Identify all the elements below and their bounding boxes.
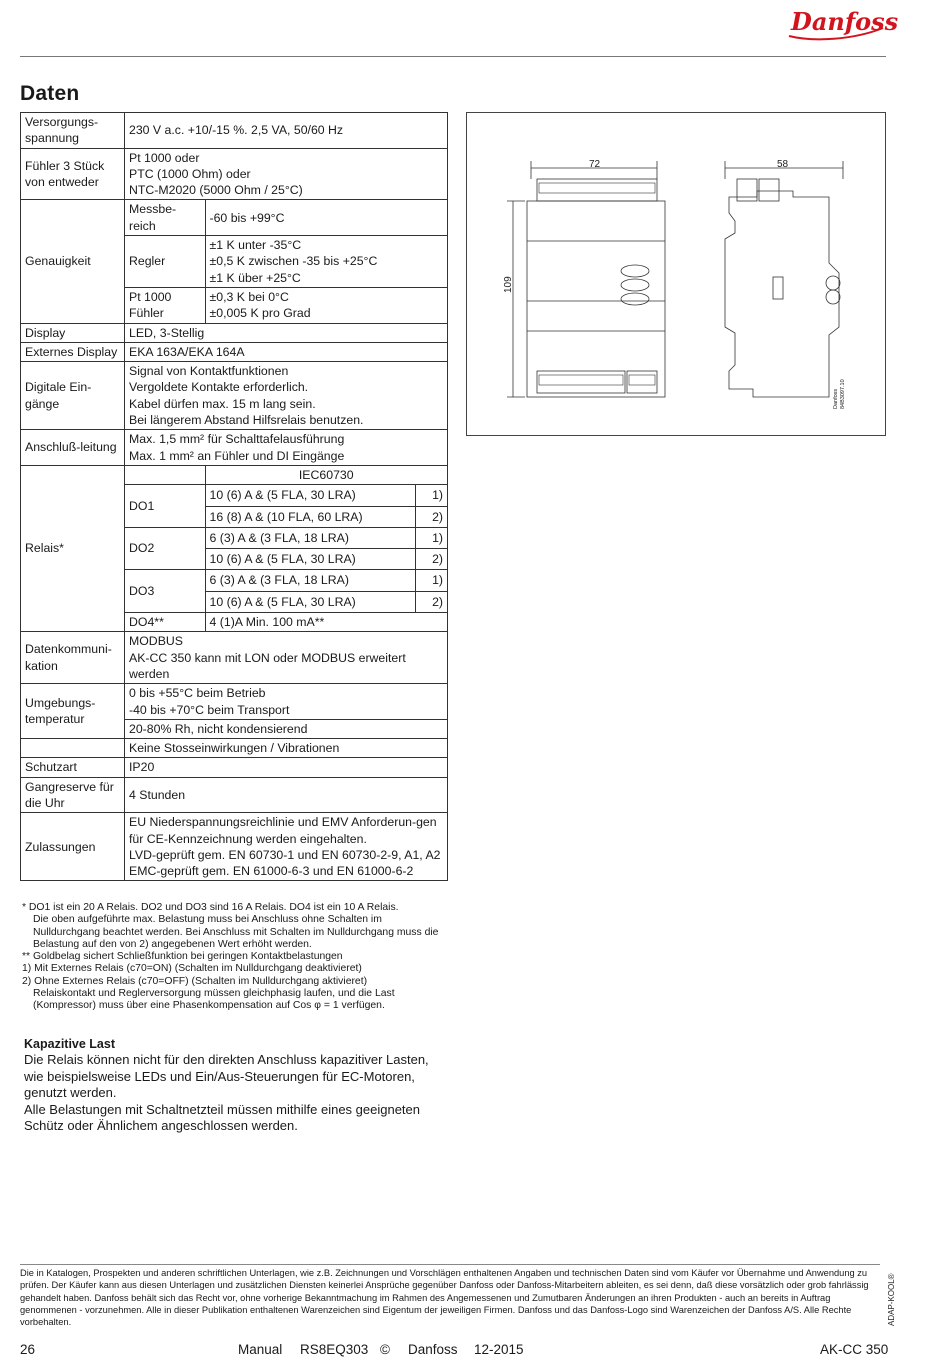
relay-rating: 6 (3) A & (3 FLA, 18 LRA) <box>209 573 349 588</box>
section-body <box>24 1052 444 1135</box>
spec-table <box>20 112 448 881</box>
blank-cell <box>21 739 125 758</box>
spec-value <box>125 430 448 466</box>
disclaimer: Die in Katalogen, Prospekten und anderen schriftlichen Unterlagen, wie z.B. Zeichnungen und Vorschlägen enthaltenen Angaben und technischen Daten sind vom Käufer vor Übernahme und Anwendung zu prüfen. Der Käufer kann aus diesen Unterlagen und zusätzlichen Diensten keinerlei Ansprüche gegenüber Danfoss oder Danfoss-Mitarbeitern ableiten, es sei denn, daß diese vorsätzlich oder grob fahrlässig gehandelt haben. Danfoss behält sich das Recht vor, ohne vorherige Bekanntmachung im Rahmen des Angemessenen und Zumutbaren Änderungen an ihren Produkten - auch an bereits in Auftrag genommenen - vorzunehmen. Alle in dieser Publikation enthaltenen Warenzeichen sind Eigentum der jeweiligen Firmen. Danfoss und das Danfoss-Logo sind Warenzeichen der Danfoss A/S. Alle Rechte vorbehalten. <box>20 1264 880 1328</box>
table-row <box>21 200 448 323</box>
relay-note-ref: 1) <box>415 570 447 591</box>
value-line: Kabel dürfen max. 15 m lang sein. <box>129 396 316 411</box>
dimension-height-label: 109 <box>503 276 514 293</box>
table-row <box>21 739 448 758</box>
value-line: EMC-geprüft gem. EN 61000-6-3 und EN 61000-6-2 <box>129 864 414 879</box>
spec-label: Fühler 3 Stück von entweder <box>21 148 125 200</box>
value-line: Signal von Kontaktfunktionen <box>129 364 289 379</box>
spec-label: Digitale Ein-gänge <box>21 362 125 430</box>
blank-cell <box>125 466 205 485</box>
spec-value <box>125 465 448 631</box>
value-line: 0 bis +55°C beim Betrieb <box>129 686 266 701</box>
value-line: ±1 K unter -35°C <box>209 238 302 253</box>
value-line: NTC-M2020 (5000 Ohm / 25°C) <box>129 183 303 198</box>
footnote: 2) Ohne Externes Relais (c70=OFF) (Schalten im Nulldurchgang aktivieret) <box>22 975 368 987</box>
footer-manual: Manual <box>238 1342 283 1357</box>
footer-code: RS8EQ303 <box>300 1342 369 1357</box>
paragraph: Alle Belastungen mit Schaltnetzteil müssen mithilfe eines geeigneten Schütz oder Ähnlichem angeschlossen werden. <box>24 1101 421 1134</box>
footer-product: AK-CC 350 <box>820 1342 889 1357</box>
relay-rating: 10 (6) A & (5 FLA, 30 LRA) <box>206 549 416 570</box>
sub-label: Messbe-reich <box>125 200 205 235</box>
footnote: ** Goldbelag sichert Schließfunktion bei geringen Kontaktbelastungen <box>22 951 343 963</box>
header-rule <box>20 56 886 57</box>
adap-kool-mark <box>876 1268 906 1328</box>
sub-value: 20-80% Rh, nicht kondensierend <box>125 719 447 738</box>
terminal-strip <box>539 183 655 385</box>
footnote: Relaiskontakt und Reglerversorgung müssen gleichphasig laufen, und die Last (Kompressor) muss über eine Phasenkompensation auf Cos φ = 1 verfügen. <box>33 988 395 1012</box>
drawing-code-1: Danfoss <box>833 388 839 409</box>
value-line: Max. 1 mm² an Fühler und DI Eingänge <box>129 448 345 463</box>
relay-rating: 10 (6) A & (5 FLA, 30 LRA) <box>209 488 356 503</box>
spec-label: Display <box>21 323 125 342</box>
table-row <box>21 777 448 813</box>
footnote: * DO1 ist ein 20 A Relais. DO2 und DO3 sind 16 A Relais. DO4 ist ein 10 A Relais. <box>22 902 399 913</box>
table-row <box>21 813 448 881</box>
spec-label: Versorgungs-spannung <box>21 113 125 149</box>
section-title: Kapazitive Last <box>24 1037 116 1051</box>
spec-label: Anschluß-leitung <box>21 430 125 466</box>
sub-value <box>125 684 447 719</box>
sub-label: Regler <box>125 236 205 288</box>
value-line: MODBUS <box>129 634 183 649</box>
value-line: LVD-geprüft gem. EN 60730-1 und EN 60730-2-9, A1, A2 <box>129 847 441 862</box>
spec-value <box>125 362 448 430</box>
footer-date: 12-2015 <box>474 1342 524 1357</box>
spec-label: Umgebungs-temperatur <box>21 684 125 739</box>
spec-value <box>125 200 448 323</box>
spec-value: 230 V a.c. +10/-15 %. 2,5 VA, 50/60 Hz <box>125 113 448 149</box>
spec-value: IP20 <box>125 758 448 777</box>
relay-ratings <box>205 485 447 528</box>
sub-value: -60 bis +99°C <box>209 210 285 225</box>
footnote: Die oben aufgeführte max. Belastung muss bei Anschluss ohne Schalten im Nulldurchgang beachtet werden. Bei Anschluss mit Schalten im Nulldurchgang muss die Belastung auf den von 2) angegebenen Wert erhöht werden. <box>33 914 439 950</box>
table-row <box>21 684 448 739</box>
value-line: Pt 1000 oder <box>129 150 200 165</box>
value-line: Max. 1,5 mm² für Schalttafelausführung <box>129 432 345 447</box>
relay-standard: IEC60730 <box>298 467 354 482</box>
spec-label: Zulassungen <box>21 813 125 881</box>
value-line: ±0,3 K bei 0°C <box>209 289 289 304</box>
value-line: ±0,5 K zwischen -35 bis +25°C <box>209 254 378 269</box>
value-line: AK-CC 350 kann mit LON oder MODBUS erweitert werden <box>129 650 406 681</box>
relay-note-ref: 2) <box>415 549 447 570</box>
table-row <box>21 342 448 361</box>
relay-rating: 4 (1)A Min. 100 mA** <box>205 613 447 632</box>
relay-rating: 10 (6) A & (5 FLA, 30 LRA) <box>206 591 416 612</box>
spec-value: EKA 163A/EKA 164A <box>125 342 448 361</box>
relay-note-ref: 2) <box>415 506 447 527</box>
dimension-depth-label: 58 <box>777 159 789 170</box>
spec-value: Keine Stosseinwirkungen / Vibrationen <box>125 739 448 758</box>
footer-copyright: © <box>380 1342 390 1357</box>
relay-rating: 16 (8) A & (10 FLA, 60 LRA) <box>206 506 416 527</box>
table-row <box>21 113 448 149</box>
spec-label: Gangreserve für die Uhr <box>21 777 125 813</box>
spec-value <box>125 148 448 200</box>
table-row <box>21 632 448 684</box>
spec-value: LED, 3-Stellig <box>125 323 448 342</box>
relay-ratings <box>205 570 447 613</box>
value-line: PTC (1000 Ohm) oder <box>129 166 251 181</box>
relay-note-ref: 1) <box>415 485 447 506</box>
spec-value: 4 Stunden <box>125 777 448 813</box>
sub-label: Pt 1000 Fühler <box>125 287 205 322</box>
page-title: Daten <box>20 82 80 105</box>
value-line: ±1 K über +25°C <box>209 270 301 285</box>
table-row <box>21 148 448 200</box>
spec-label: Datenkommuni-kation <box>21 632 125 684</box>
paragraph: Die Relais können nicht für den direkten Anschluss kapazitiver Lasten, wie beispielsweise LEDs und Ein/Aus-Steuerungen für EC-Motoren, genutzt werden. <box>24 1052 429 1101</box>
table-row <box>21 758 448 777</box>
sub-value <box>205 236 447 288</box>
dimension-drawing-svg <box>467 113 885 435</box>
sub-value <box>205 287 447 322</box>
relay-rating: 6 (3) A & (3 FLA, 18 LRA) <box>209 530 349 545</box>
footnotes <box>22 902 442 1013</box>
relay-note-ref: 2) <box>415 591 447 612</box>
footnote: 1) Mit Externes Relais (c70=ON) (Schalten im Nulldurchgang deaktivieret) <box>22 963 362 975</box>
spec-value <box>125 813 448 881</box>
table-row <box>21 465 448 631</box>
svg-text:Danfoss: Danfoss <box>791 7 899 36</box>
relay-ratings <box>205 527 447 570</box>
spec-label: Relais* <box>21 465 125 631</box>
spec-label: Schutzart <box>21 758 125 777</box>
value-line: Bei längerem Abstand Hilfsrelais benutzen. <box>129 413 364 428</box>
relay-label: DO3 <box>125 570 205 613</box>
table-row <box>21 323 448 342</box>
relay-note-ref: 1) <box>415 528 447 549</box>
spec-value <box>125 632 448 684</box>
value-line: EU Niederspannungsreichlinie und EMV Anforderun-gen für CE-Kennzeichnung werden eingehalten. <box>129 815 437 846</box>
svg-text:ADAP-KOOL®: ADAP-KOOL® <box>887 1273 896 1326</box>
table-row <box>21 362 448 430</box>
spec-label: Genauigkeit <box>21 200 125 323</box>
drawing-code-2: 84B3097.10 <box>840 379 846 409</box>
spec-value <box>125 684 448 739</box>
value-line: -40 bis +70°C beim Transport <box>129 702 290 717</box>
spec-label: Externes Display <box>21 342 125 361</box>
relay-label: DO1 <box>125 485 205 528</box>
footer-company: Danfoss <box>408 1342 458 1357</box>
dimension-width-label: 72 <box>589 159 601 170</box>
danfoss-logo <box>783 4 899 44</box>
relay-label: DO4** <box>125 613 205 632</box>
page-number: 26 <box>20 1342 36 1357</box>
relay-label: DO2 <box>125 527 205 570</box>
value-line: Vergoldete Kontakte erforderlich. <box>129 380 309 395</box>
value-line: ±0,005 K pro Grad <box>209 306 311 321</box>
dimension-drawing <box>466 112 886 436</box>
table-row <box>21 430 448 466</box>
